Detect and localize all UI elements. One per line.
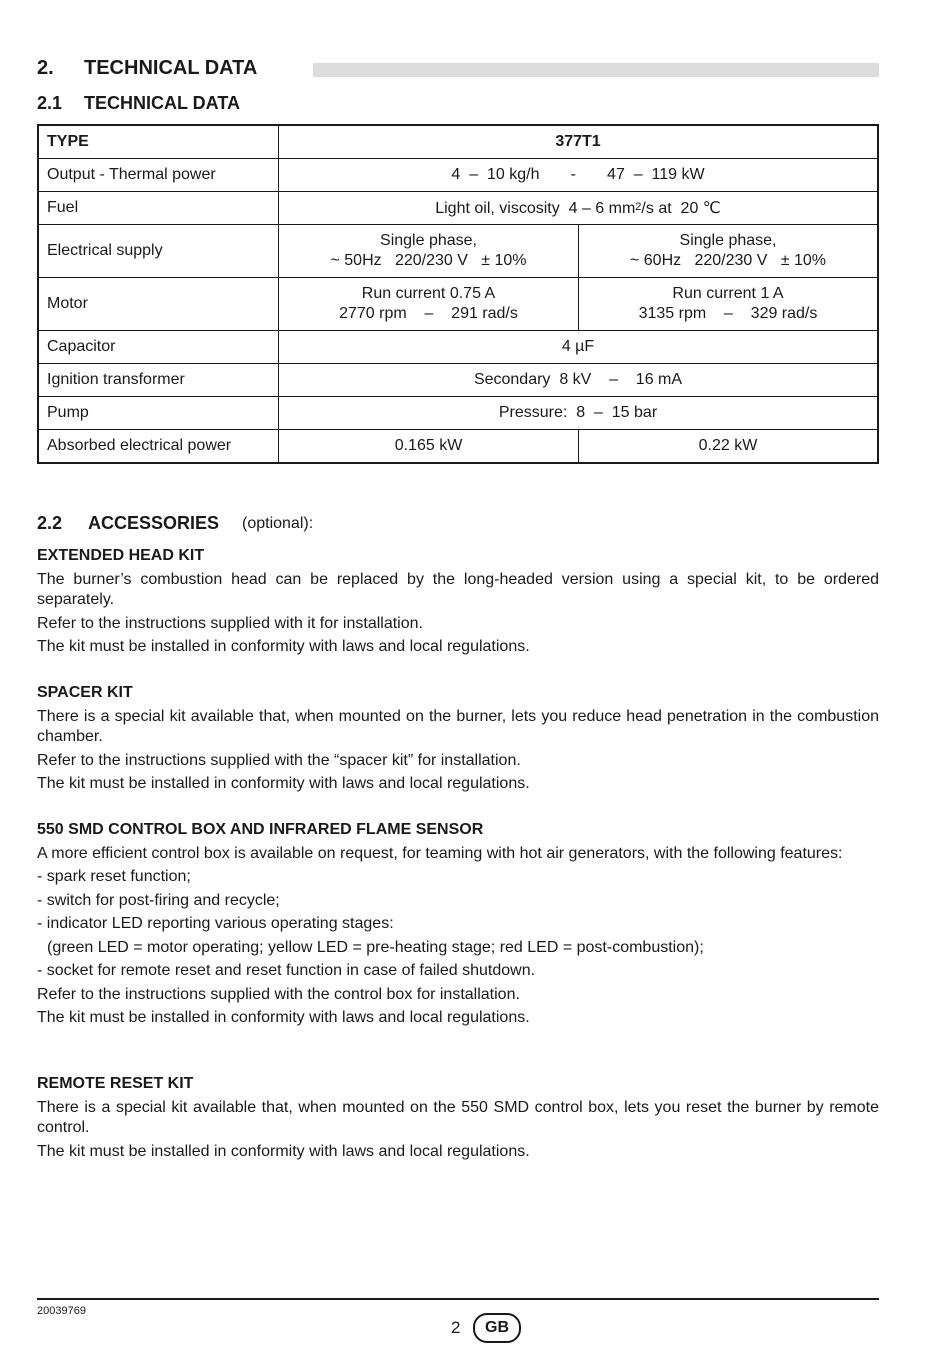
subsection-note: (optional): <box>242 515 314 532</box>
feature-item: - switch for post-firing and recycle; <box>37 891 280 909</box>
table-row <box>38 331 878 364</box>
kit-title: 550 SMD CONTROL BOX AND INFRARED FLAME SENSOR <box>37 821 484 838</box>
paragraph: There is a special kit available that, when mounted on the 550 SMD control box, lets you reset the burner by remote control. <box>37 1098 879 1136</box>
output-value: 4 – 10 kg/h - 47 – 119 kW <box>279 159 879 192</box>
kit-title: EXTENDED HEAD KIT <box>37 547 205 564</box>
footer-rule <box>37 1298 879 1300</box>
control-box-section <box>37 820 879 1032</box>
type-label: TYPE <box>38 125 279 159</box>
fuel-value-text: Light oil, viscosity 4 – 6 mm <box>435 200 636 217</box>
table-row <box>38 397 878 430</box>
paragraph: The burner’s combustion head can be replaced by the long-headed version using a special kit, to be ordered separately. <box>37 570 879 608</box>
paragraph: The kit must be installed in conformity with laws and local regulations. <box>37 638 530 655</box>
extended-head-kit-section <box>37 546 879 661</box>
fuel-value <box>279 192 879 225</box>
fuel-value-unit: /s at 20 ℃ <box>641 200 721 217</box>
cell-line: Run current 1 A <box>672 285 784 302</box>
cell-line: Single phase, <box>380 232 477 249</box>
paragraph: The kit must be installed in conformity with laws and local regulations. <box>37 775 530 792</box>
table-row <box>38 430 878 464</box>
technical-data-table <box>37 124 879 464</box>
paragraph: A more efficient control box is available on request, for teaming with hot air generators, with the following features: <box>37 844 843 862</box>
kit-title: REMOTE RESET KIT <box>37 1075 194 1092</box>
section-heading-2 <box>37 57 879 83</box>
output-label: Output - Thermal power <box>38 159 279 192</box>
table-row <box>38 192 878 225</box>
pump-value: Pressure: 8 – 15 bar <box>279 397 879 430</box>
capacitor-label: Capacitor <box>38 331 279 364</box>
paragraph: There is a special kit available that, when mounted on the burner, lets you reduce head penetration in the combustion chamber. <box>37 707 879 745</box>
paragraph: Refer to the instructions supplied with the control box for installation. <box>37 985 520 1003</box>
subsection-title: ACCESSORIES <box>88 513 220 533</box>
language-badge: GB <box>473 1313 521 1343</box>
feature-item: - indicator LED reporting various operating stages: <box>37 915 394 932</box>
pump-label: Pump <box>38 397 279 430</box>
feature-item: - socket for remote reset and reset function in case of failed shutdown. <box>37 962 536 979</box>
paragraph: The kit must be installed in conformity with laws and local regulations. <box>37 1009 530 1026</box>
ignition-value: Secondary 8 kV – 16 mA <box>279 364 879 397</box>
absorbed-50hz: 0.165 kW <box>279 430 579 464</box>
subsection-number: 2.1 <box>37 93 63 113</box>
feature-detail: (green LED = motor operating; yellow LED = pre-heating stage; red LED = post-combustion); <box>47 938 704 956</box>
table-row <box>38 278 878 331</box>
cell-line: ~ 60Hz 220/230 V ± 10% <box>629 252 826 269</box>
fuel-exponent: 2 <box>635 201 642 213</box>
subsection-title: TECHNICAL DATA <box>84 93 240 113</box>
table-row <box>38 159 878 192</box>
ignition-label: Ignition transformer <box>38 364 279 397</box>
table-row <box>38 125 878 159</box>
subsection-number: 2.2 <box>37 513 63 533</box>
document-number: 20039769 <box>37 1305 86 1317</box>
absorbed-label: Absorbed electrical power <box>38 430 279 464</box>
cell-line: ~ 50Hz 220/230 V ± 10% <box>330 252 527 269</box>
type-value: 377T1 <box>279 125 879 159</box>
electrical-label: Electrical supply <box>38 225 279 278</box>
remote-reset-kit-section <box>37 1074 879 1165</box>
table-row <box>38 364 878 397</box>
motor-50hz <box>279 278 579 331</box>
cell-line: Run current 0.75 A <box>361 285 496 302</box>
heading-rule <box>313 63 879 77</box>
feature-item: - spark reset function; <box>37 868 191 885</box>
paragraph: The kit must be installed in conformity with laws and local regulations. <box>37 1142 530 1160</box>
spacer-kit-section <box>37 683 879 798</box>
absorbed-60hz: 0.22 kW <box>579 430 879 464</box>
capacitor-value: 4 µF <box>279 331 879 364</box>
page-number: 2 <box>451 1318 461 1337</box>
section-number: 2. <box>37 57 54 79</box>
electrical-50hz <box>279 225 579 278</box>
paragraph: Refer to the instructions supplied with the “spacer kit” for installation. <box>37 751 521 769</box>
kit-title: SPACER KIT <box>37 684 133 701</box>
electrical-60hz <box>579 225 879 278</box>
fuel-label: Fuel <box>38 192 279 225</box>
section-title: TECHNICAL DATA <box>84 57 258 79</box>
cell-line: 3135 rpm – 329 rad/s <box>638 305 818 322</box>
table-row <box>38 225 878 278</box>
motor-60hz <box>579 278 879 331</box>
cell-line: Single phase, <box>679 232 777 249</box>
paragraph: Refer to the instructions supplied with it for installation. <box>37 614 423 632</box>
cell-line: 2770 rpm – 291 rad/s <box>339 305 518 322</box>
motor-label: Motor <box>38 278 279 331</box>
